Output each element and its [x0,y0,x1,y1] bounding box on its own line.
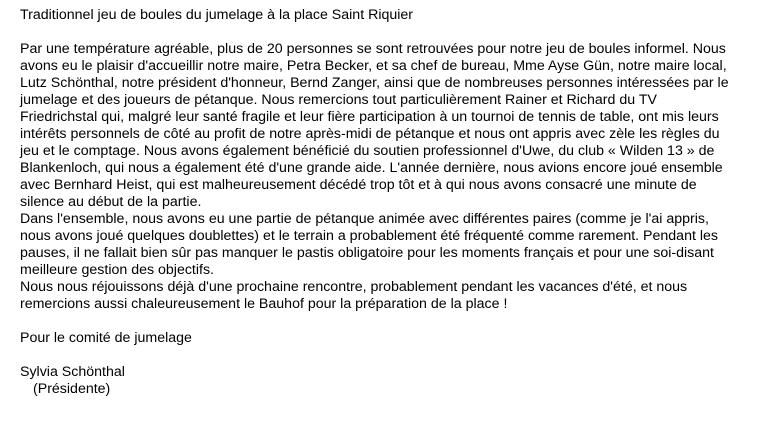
paragraph-1-line-7: jeu et le comptage. Nous avons également bénéficié du soutien professionnel d'Uwe, du club « Wilden 13 » de [20,143,715,159]
paragraph-1 [20,41,772,211]
document-title: Traditionnel jeu de boules du jumelage à la place Saint Riquier [20,7,414,23]
paragraph-3-line-2: remercions aussi chaleureusement le Bauhof pour la préparation de la place ! [20,296,508,312]
paragraph-3 [20,279,772,313]
paragraph-3-line-1: Nous nous réjouissons déjà d'une prochaine rencontre, probablement pendant les vacances d'été, et nous [20,279,688,295]
spacer [20,313,772,330]
paragraph-1-line-3: Lutz Schönthal, notre président d'honneur, Bernd Zanger, ainsi que de nombreuses personnes intéressées par le [20,75,729,91]
spacer [20,24,772,41]
paragraph-2-line-2: nous avons joué quelques doublettes) et le terrain a probablement été fréquenté comme rarement. Pendant les [20,228,718,244]
paragraph-2-line-3: pauses, il ne fallait bien sûr pas manquer le pastis obligatoire pour les moments français et pour une soi-disant [20,245,714,261]
paragraph-1-line-1: Par une température agréable, plus de 20 personnes se sont retrouvées pour notre jeu de boules informel. Nous [20,41,726,57]
paragraph-1-line-4: jumelage et des joueurs de pétanque. Nous remercions tout particulièrement Rainer et Richard du TV [20,92,657,108]
paragraph-1-line-6: intérêts personnels de côté au profit de notre après-midi de pétanque et nous ont appris avec zèle les règles du [20,126,720,142]
paragraph-2-line-4: meilleure gestion des objectifs. [20,262,214,278]
paragraph-1-line-8: Blankenloch, qui nous a également été d'une grande aide. L'année dernière, nous avions encore joué ensemble [20,160,723,176]
signature-role: (Présidente) [33,381,111,397]
spacer [20,347,772,364]
closing-line: Pour le comité de jumelage [20,330,192,346]
paragraph-1-line-2: avons eu le plaisir d'accueillir notre maire, Petra Becker, et sa chef de bureau, Mme Ayse Gün, notre maire local, [20,58,727,74]
signature-name: Sylvia Schönthal [20,364,125,380]
paragraph-2-line-1: Dans l'ensemble, nous avons eu une partie de pétanque animée avec différentes paires (comme je l'ai appris, [20,211,709,227]
paragraph-1-line-10: silence au début de la partie. [20,194,202,210]
paragraph-1-line-9: avec Bernhard Heist, qui est malheureusement décédé trop tôt et à qui nous avons consacré une minute de [20,177,697,193]
paragraph-2 [20,211,772,279]
letter-document [20,7,772,398]
paragraph-1-line-5: Friedrichstal qui, malgré leur santé fragile et leur fière participation à un tournoi de tennis de table, ont mis leurs [20,109,719,125]
